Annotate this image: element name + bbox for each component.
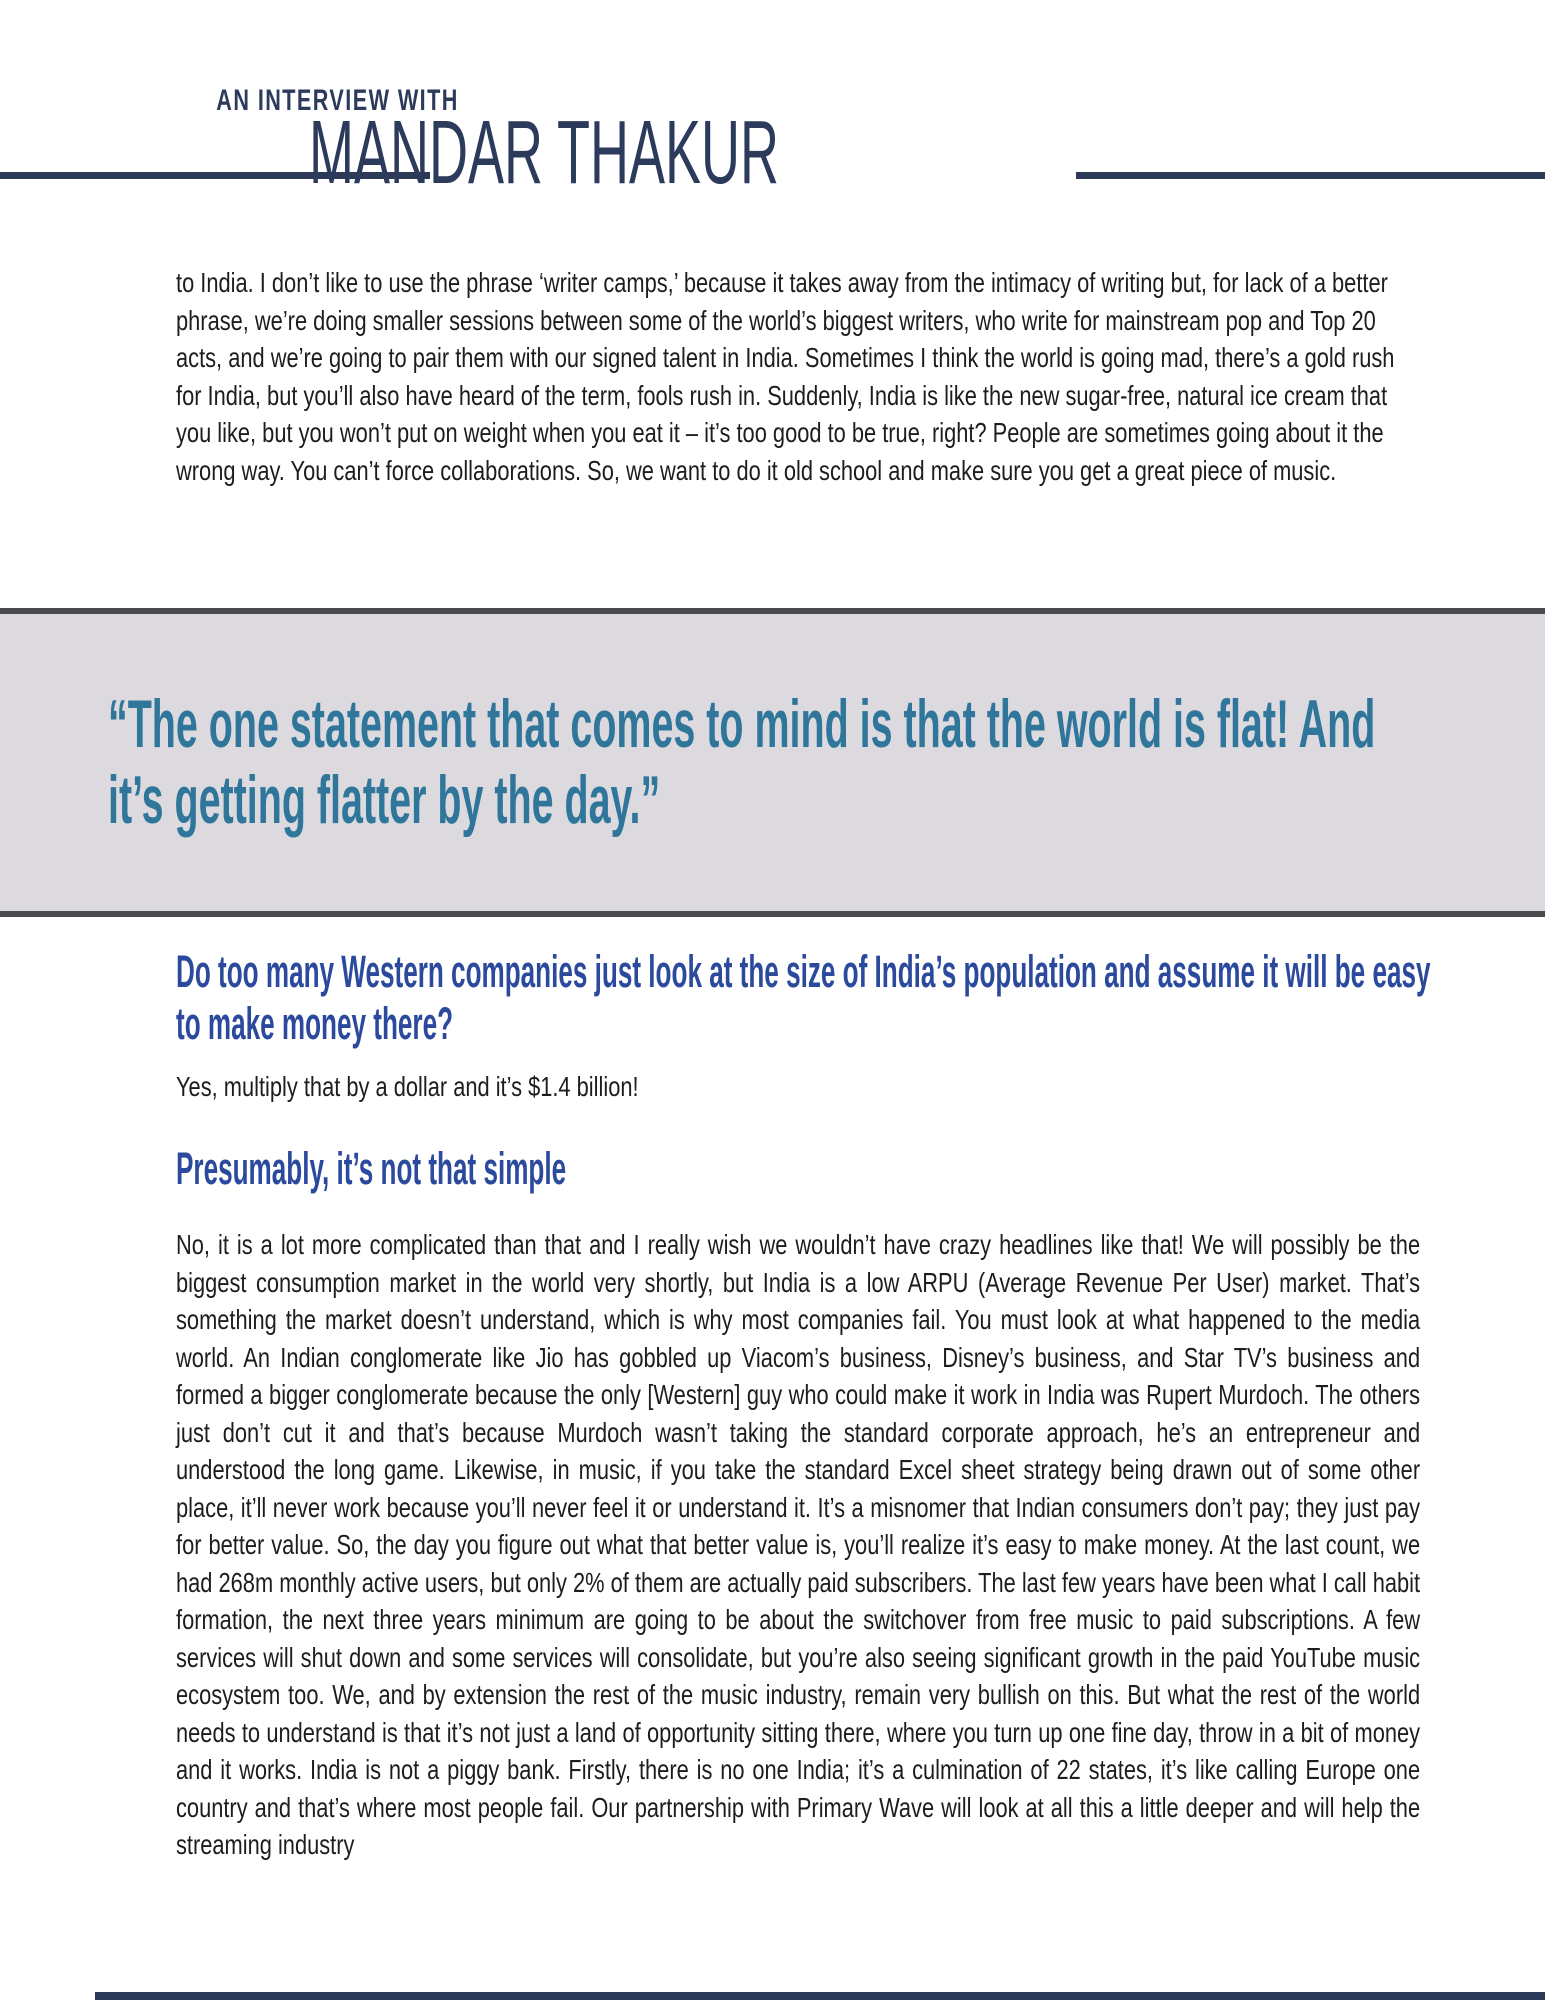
interview-kicker: AN INTERVIEW WITH — [216, 84, 459, 117]
answer-population: Yes, multiply that by a dollar and it’s $1.4 billion! — [176, 1071, 639, 1102]
question-not-that-simple: Presumably, it’s not that simple — [176, 1143, 567, 1194]
answer-not-that-simple: No, it is a lot more complicated than that and I really wish we wouldn’t have crazy headlines like that! We will possibly be the biggest consumption market in the world very shortly, but India is a low ARPU (Average Revenue Per User) market. That’s something the market doesn’t understand, which is why most companies fail. You must look at what happened to the media world. An Indian conglomerate like Jio has gobbled up Viacom’s business, Disney’s business, and Star TV’s business and formed a bigger conglomerate because the only [Western] guy who could make it work in India was Rupert Murdoch. The others just don’t cut it and that’s because Murdoch wasn’t taking the standard corporate approach, he’s an entrepreneur and understood the long game. Likewise, in music, if you take the standard Excel sheet strategy being drawn out of some other place, it’ll never work because you’ll never feel it or understand it. It’s a misnomer that Indian consumers don’t pay; they just pay for better value. So, the day you figure out what that better value is, you’ll realize it’s easy to make money. At the last count, we had 268m monthly active users, but only 2% of them are actually paid subscribers. The last few years have been what I call habit formation, the next three years minimum are going to be about the switchover from free music to paid subscriptions. A few services will shut down and some services will consolidate, but you’re also seeing significant growth in the paid YouTube music ecosystem too. We, and by extension the rest of the music industry, remain very bullish on this. But what the rest of the world needs to understand is that it’s not just a land of opportunity sitting there, where you turn up one fine day, throw in a bit of money and it works. India is not a piggy bank. Firstly, there is no one India; it’s a culmination of 22 states, it’s like calling Europe one country and that’s where most people fail. Our partnership with Primary Wave will look at all this a little deeper and will help the streaming industry — [176, 1229, 1421, 1860]
question-population: Do too many Western companies just look at the size of India’s population and assume it will be easy to make money there? — [176, 946, 1431, 1049]
interviewee-name: MANDAR THAKUR — [308, 103, 780, 203]
masthead-rule-right — [1076, 172, 1545, 179]
intro-section — [176, 264, 1545, 489]
pull-quote: “The one statement that comes to mind is that the world is flat! And it’s getting flatter by the day.” — [108, 686, 1376, 838]
pull-quote-band — [0, 608, 1545, 917]
intro-paragraph: to India. I don’t like to use the phrase ‘writer camps,’ because it takes away from the intimacy of writing but, for lack of a better phrase, we’re doing smaller sessions between some of the world’s biggest writers, who write for mainstream pop and Top 20 acts, and we’re going to pair them with our signed talent in India. Sometimes I think the world is going mad, there’s a gold rush for India, but you’ll also have heard of the term, fools rush in. Suddenly, India is like the new sugar-free, natural ice cream that you like, but you won’t put on weight when you eat it – it’s too good to be true, right? People are sometimes going about it the wrong way. You can’t force collaborations. So, we want to do it old school and make sure you get a great piece of music. — [176, 267, 1395, 486]
footer-rule — [95, 1992, 1545, 2000]
